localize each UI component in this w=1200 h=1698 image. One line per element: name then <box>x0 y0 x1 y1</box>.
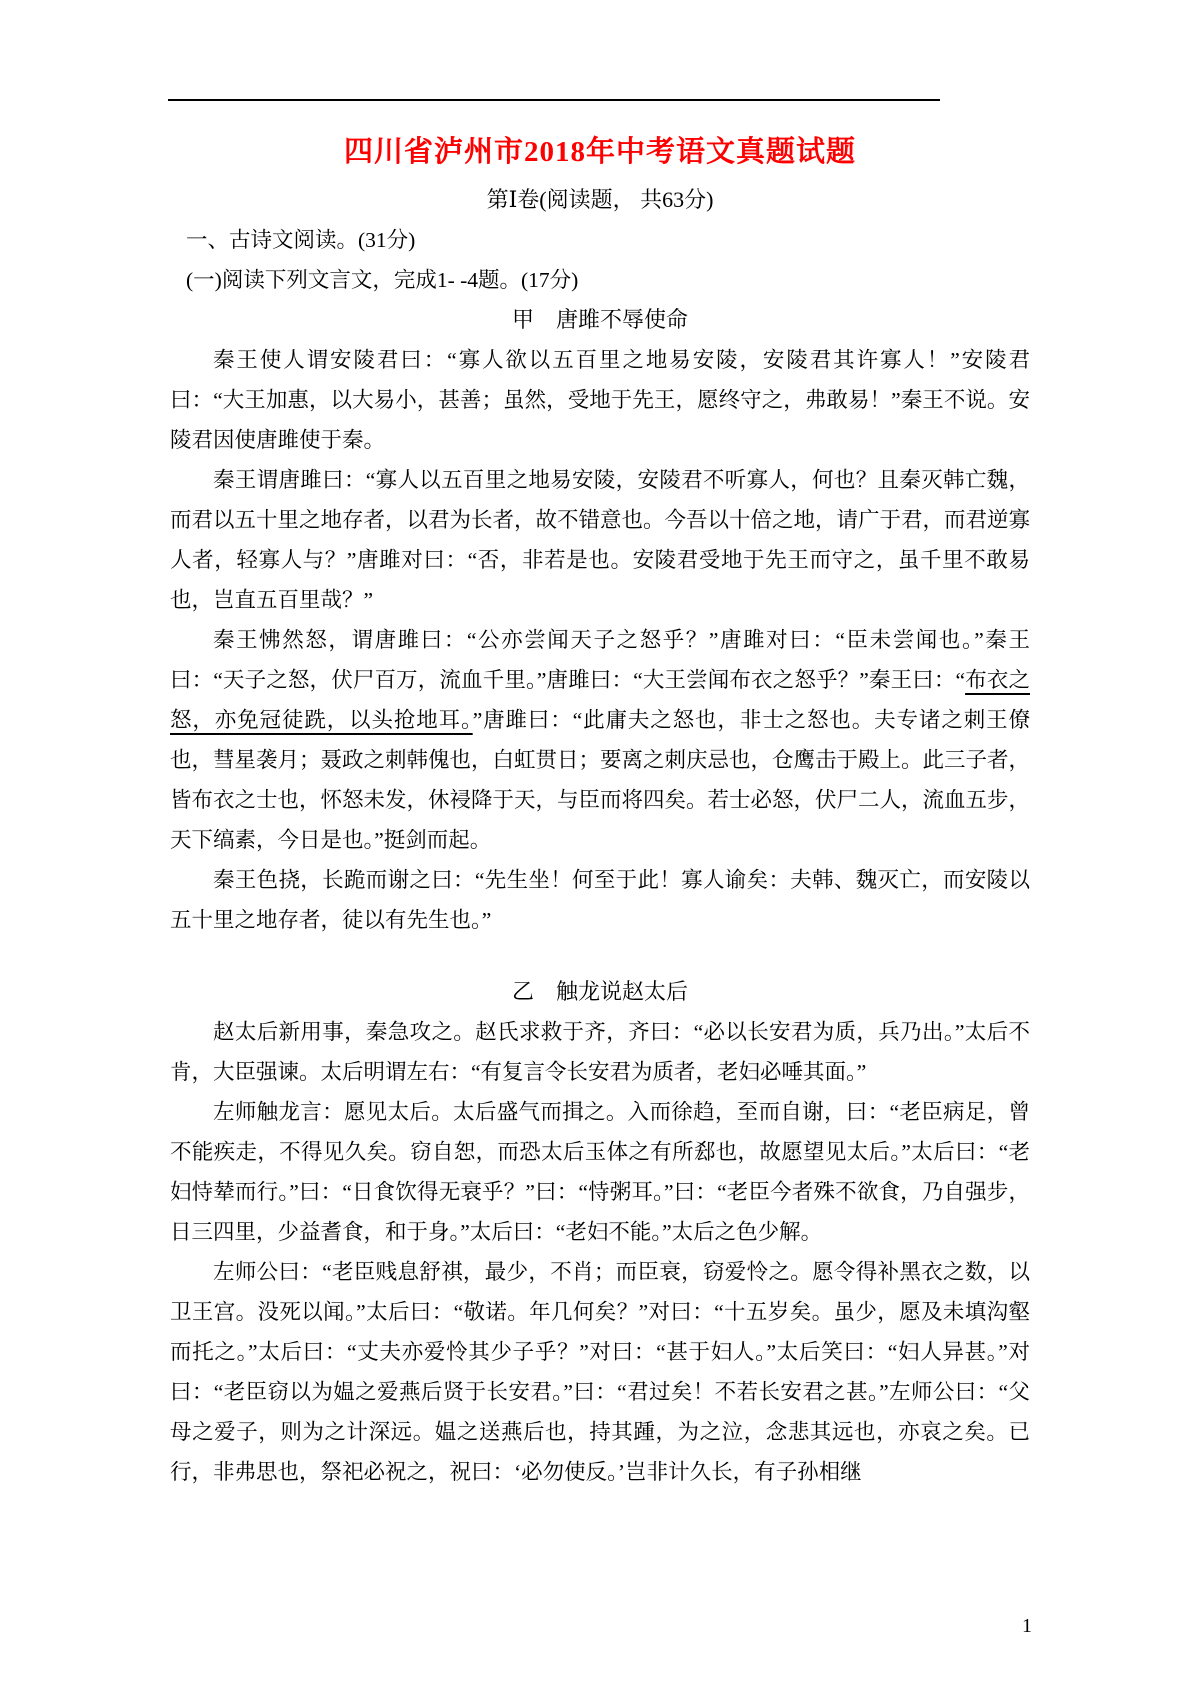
passage-a-paragraph-1: 秦王使人谓安陵君曰：“寡人欲以五百里之地易安陵，安陵君其许寡人！”安陵君曰：“大王加惠，以大易小，甚善；虽然，受地于先王，愿终守之，弗敢易！”秦王不说。安陵君因使唐雎使于秦。 <box>170 348 1030 452</box>
passage-b-paragraph-3: 左师公曰：“老臣贱息舒祺，最少，不肖；而臣衰，窃爱怜之。愿令得补黑衣之数，以卫王宫。没死以闻。”太后曰：“敬诺。年几何矣？”对曰：“十五岁矣。虽少，愿及未填沟壑而托之。”太后曰：“丈夫亦爱怜其少子乎？”对曰：“甚于妇人。”太后笑曰：“妇人异甚。”对曰：“老臣窃以为媪之爱燕后贤于长安君。”曰：“君过矣！不若长安君之甚。”左师公曰：“父母之爱子，则为之计深远。媪之送燕后也，持其踵，为之泣，念悲其远也，亦哀之矣。已行，非弗思也，祭祀必祝之，祝曰：‘必勿使反。’岂非计久长，有子孙相继 <box>170 1260 1030 1484</box>
passage-b-title: 乙 触龙说赵太后 <box>511 979 688 1004</box>
volume-heading: 第Ⅰ卷(阅读题， 共63分) <box>486 187 714 212</box>
passage-a-paragraph-3 <box>170 620 1030 860</box>
section-heading: 一、古诗文阅读。(31分) <box>186 228 416 252</box>
subsection-heading: (一)阅读下列文言文，完成1- -4题。(17分) <box>186 268 579 292</box>
document-title: 四川省泸州市2018年中考语文真题试题 <box>343 136 856 168</box>
passage-a-paragraph-2: 秦王谓唐雎曰：“寡人以五百里之地易安陵，安陵君不听寡人，何也？且秦灭韩亡魏，而君以五十里之地存者，以君为长者，故不错意也。今吾以十倍之地，请广于君，而君逆寡人者，轻寡人与？”唐雎对曰：“否，非若是也。安陵君受地于先王而守之，虽千里不敢易也，岂直五百里哉？” <box>170 468 1031 612</box>
page-number: 1 <box>1022 1615 1032 1637</box>
passage-b-paragraph-2: 左师触龙言：愿见太后。太后盛气而揖之。入而徐趋，至而自谢，曰：“老臣病足，曾不能疾走，不得见久矣。窃自恕，而恐太后玉体之有所郄也，故愿望见太后。”太后曰：“老妇恃辇而行。”曰：“日食饮得无衰乎？”曰：“恃粥耳。”曰：“老臣今者殊不欲食，乃自强步，日三四里，少益耆食，和于身。”太后曰：“老妇不能。”太后之色少解。 <box>170 1100 1030 1244</box>
passage-a-paragraph-3-underlined-text: 布衣之怒，亦免冠徒跣，以头抢地耳。 <box>170 668 1030 732</box>
passage-a-paragraph-4: 秦王色挠，长跪而谢之曰：“先生坐！何至于此！寡人谕矣：夫韩、魏灭亡，而安陵以五十里之地存者，徒以有先生也。” <box>170 868 1030 932</box>
passage-b-paragraph-1: 赵太后新用事，秦急攻之。赵氏求救于齐，齐曰：“必以长安君为质，兵乃出。”太后不肯，大臣强谏。太后明谓左右：“有复言令长安君为质者，老妇必唾其面。” <box>170 1020 1030 1084</box>
passage-a-paragraph-3-text-after: ”唐雎曰：“此庸夫之怒也，非士之怒也。夫专诸之刺王僚也，彗星袭月；聂政之刺韩傀也，白虹贯日；要离之刺庆忌也，仓鹰击于殿上。此三子者，皆布衣之士也，怀怒未发，休祲降于天，与臣而将四矣。若士必怒，伏尸二人，流血五步，天下缟素，今日是也。”挺剑而起。 <box>170 708 1031 852</box>
passage-a-paragraph-3-text-before: 秦王怫然怒，谓唐雎曰：“公亦尝闻天子之怒乎？”唐雎对曰：“臣未尝闻也。”秦王曰：“天子之怒，伏尸百万，流血千里。”唐雎曰：“大王尝闻布衣之怒乎？”秦王曰：“ <box>170 628 1030 692</box>
passage-a-title: 甲 唐雎不辱使命 <box>511 307 688 332</box>
document-content <box>170 0 1030 1492</box>
